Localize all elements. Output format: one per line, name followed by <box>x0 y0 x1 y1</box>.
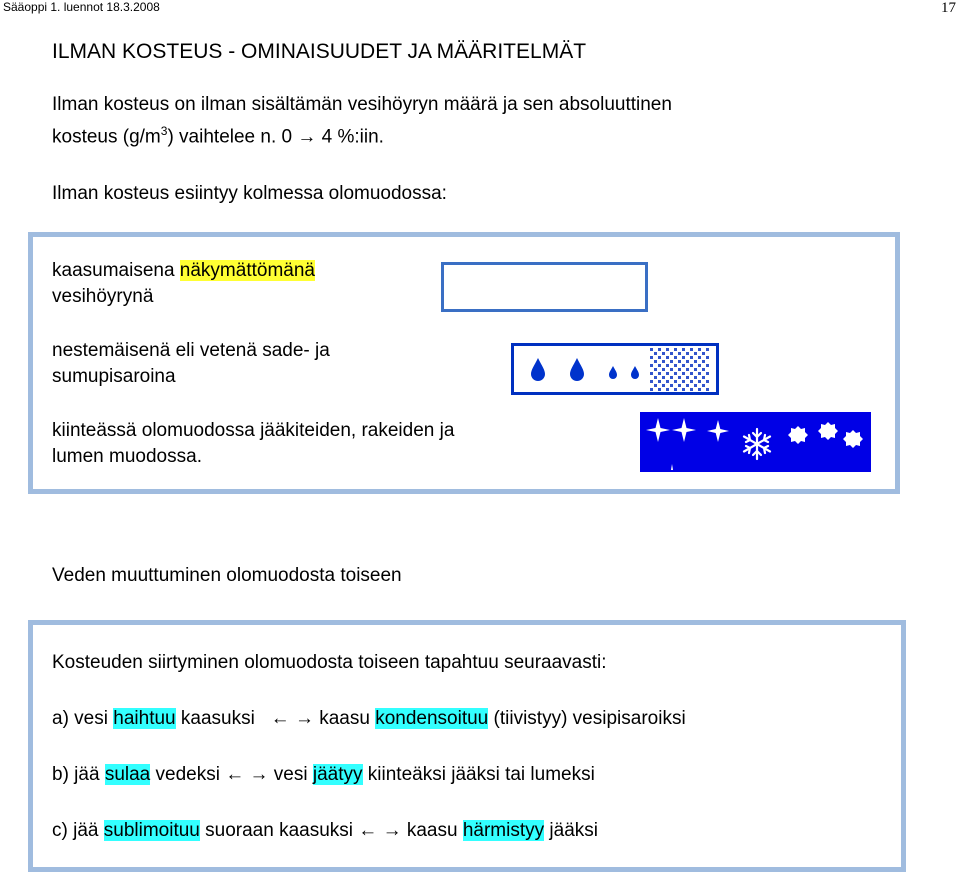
star-crystal-icon <box>672 418 696 442</box>
solid-illustration <box>640 412 871 472</box>
transition-row-a: a) vesi haihtuu kaasuksi ← → kaasu kondensoituu (tiivistyy) vesipisaroiksi <box>52 708 686 729</box>
transition-row-b: b) jää sulaa vedeksi ← → vesi jäätyy kiinteäksi jääksi tai lumeksi <box>52 764 595 785</box>
arrow-right-icon: → <box>294 708 314 729</box>
states-intro: Ilman kosteus esiintyy kolmessa olomuodossa: <box>52 183 447 204</box>
document-header: Sääoppi 1. luennot 18.3.2008 <box>3 0 160 14</box>
water-drop-icon <box>609 366 617 379</box>
star-crystal-icon <box>707 420 729 442</box>
highlight-evaporates: haihtuu <box>113 708 176 729</box>
arrow-left-icon: ← <box>270 708 290 729</box>
arrow-left-icon: ← <box>225 764 245 785</box>
arrow-left-icon: ← <box>358 820 378 841</box>
state-liquid-text: nestemäisenä eli vetenä sade- ja sumupisaroina <box>52 340 330 387</box>
arrow-right-icon: → <box>297 126 317 148</box>
state-solid-text: kiinteässä olomuodossa jääkiteiden, rakeiden ja lumen muodossa. <box>52 420 455 467</box>
arrow-right-icon: → <box>382 820 402 841</box>
state-gas-text: kaasumaisena näkymättömänä vesihöyrynä <box>52 260 315 307</box>
hail-icon <box>788 422 863 448</box>
arrow-right-icon: → <box>249 764 269 785</box>
fog-pattern <box>650 348 709 391</box>
superscript: 3 <box>160 124 168 138</box>
vapor-illustration <box>441 262 648 312</box>
transitions-intro: Kosteuden siirtyminen olomuodosta toiseen tapahtuu seuraavasti: <box>52 652 607 673</box>
water-drop-icon <box>531 358 545 381</box>
highlight-condenses: kondensoituu <box>375 708 489 729</box>
transition-row-c: c) jää sublimoituu suoraan kaasuksi ← → kaasu härmistyy jääksi <box>52 820 598 841</box>
highlight-invisible: näkymättömänä <box>179 260 315 281</box>
page-number: 17 <box>941 0 956 16</box>
snowflake-icon <box>744 429 770 459</box>
intro-paragraph <box>52 92 672 150</box>
page-title: ILMAN KOSTEUS - OMINAISUUDET JA MÄÄRITELMÄT <box>52 40 587 63</box>
highlight-sublimates: sublimoituu <box>103 820 200 841</box>
highlight-freezes: jäätyy <box>312 764 363 785</box>
intro-line-2: kosteus $(g/m^3)$ vaihtelee n. 0 → 4 %:iin. <box>52 124 384 148</box>
star-crystal-icon <box>646 418 670 442</box>
water-drop-icon <box>631 366 639 379</box>
liquid-illustration <box>511 343 719 395</box>
highlight-melts: sulaa <box>104 764 151 785</box>
intro-line-1: Ilman kosteus on ilman sisältämän vesihöyryn määrä ja sen absoluuttinen <box>52 94 672 115</box>
highlight-deposits: härmistyy <box>462 820 545 841</box>
water-drop-icon <box>570 358 584 381</box>
section-title-transitions: Veden muuttuminen olomuodosta toiseen <box>52 565 402 586</box>
